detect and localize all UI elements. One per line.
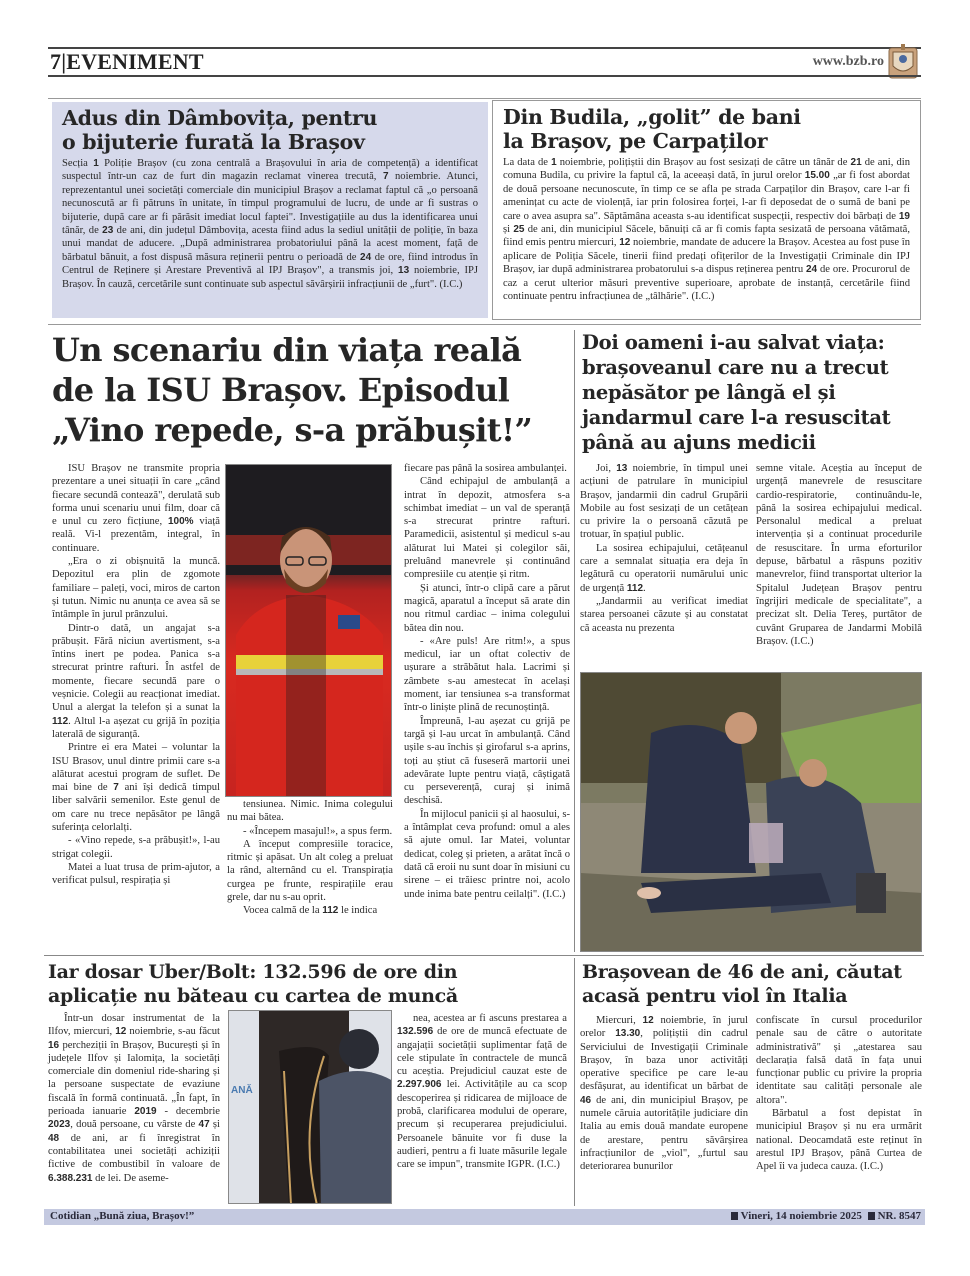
jandarm-scene-illustration [581, 673, 922, 952]
article-jewel-body: Secția 1 Poliție Brașov (cu zona centrală a Brașovului în aria de competență) a identificat suspectul într-un caz de furt din magazin reclamat vinerea trecută, 7 noiembrie. Atunci, reprezentantul unei societăți comerciale din municipiul Brașov a reclamat faptul că „o persoană necunoscută ar fi pătruns în unitate, în timpul programului de lucru, de unde ar fi sustras o bijuterie, după care ar fi părăsit imediat locul faptei". Investigațiile au dus la identificarea unui tânăr, de 23 de ani, din județul Dâmbovița, acesta fiind adus la sediul unității de poliție, în baza unui mandat de aducere. „După administrarea probatoriului până la acest moment, față de bărbatul bănuit, a fost dispusă măsura reținerii pentru o perioadă de 24 de ore, fiind introdus în Centrul de Reținere și Arestare Preventivă al IPJ Brașov", a transmis joi, 13 noiembrie, IPJ Brașov. În cauză, cercetările sunt continuate sub aspectul săvârșirii infracțiunii de „furt". (I.C.) [62, 158, 479, 290]
footer-issue: NR. 8547 [877, 1210, 921, 1222]
emphasis-number: 100% [167, 516, 194, 528]
article-italia-col2 [756, 1014, 922, 1174]
paragraph: Vocea calmă de la 112 le indica [243, 905, 378, 917]
emphasis-number: 12 [115, 1026, 127, 1038]
paragraph: A început compresiile toracice, ritmic și apăsat. Un alt coleg a preluat la rând, alternând cu el. Transpirația curgea pe frunte, respirațiile erau grele, dar nu s-au oprit. [227, 838, 393, 904]
article-jandarm-photo [580, 672, 922, 952]
article-uber-col2 [397, 1012, 567, 1172]
divider-vertical-bottom [574, 958, 575, 1206]
footer-paper-name: Cotidian „Bună ziua, Brașov!” [50, 1210, 195, 1222]
emphasis-number: 47 [198, 1119, 210, 1131]
emphasis-number: 19 [898, 210, 910, 222]
paragraph: confiscate în cursul procedurilor penale sau de către o autoritate administrativă" și „atestarea sau declarația falsă dată în fața unui funcționar public cu privire la propria identitate sau calități personale ale altora". [756, 1015, 922, 1106]
emphasis-number: 24 [360, 251, 372, 263]
emphasis-number: 24 [805, 264, 818, 276]
article-uber-title: Iar dosar Uber/Bolt: 132.596 de ore din aplicație nu băteau cu cartea de muncă [48, 961, 458, 1007]
paragraph: Când echipajul de ambulanță a intrat în depozit, atmosfera s-a schimbat imediat – un val de speranță s-a strecurat printre rafturi. Paramedicii, asistentul și medicul s-au alăturat lui Matei și colegilor săi, preluând manevrele și continuând compresiile cu atenție și ritm. [404, 476, 570, 581]
emphasis-number: 112 [322, 905, 339, 917]
paragraph: nea, acestea ar fi ascuns prestarea a 132.596 de ore de muncă efectuate de angajații societății suplimentar față de cele stipulate în contractele de muncă cu aceștia. Prejudiciul cauzat este de 2.297.906 lei. Activitățile au ca scop descoperirea și ridicarea de mijloace de probă, clarificarea modului de operare, precum și recuperarea prejudiciului. Persoanele bănuite vor fi duse la audieri, pentru a fi luate măsurile legale care se impun", transmite IGPR. (I.C.) [397, 1013, 567, 1171]
footer-date-issue [728, 1210, 921, 1222]
article-italia-col1 [580, 1014, 748, 1174]
article-budila-box [492, 100, 921, 320]
article-budila-title: Din Budila, „golit” de bani la Brașov, pe Carpaților [503, 105, 801, 153]
article-uber-col1 [48, 1012, 220, 1185]
emphasis-number: 46 [580, 1094, 592, 1106]
paragraph: „Jandarmii au verificat imediat starea persoanei căzute și au constatat că aceasta nu prezenta [580, 595, 748, 634]
paragraph: Miercuri, 12 noiembrie, în jurul orelor 13.30, polițiștii din cadrul Serviciului de Investigații Criminale Brașov, în baza unor activități operative specifice pe care le-au desfășurat, au identificat un bărbat de 46 de ani, din municipiul Brașov, pe numele căruia autoritățile judiciare din Italia au emis două mandate europene de arestare, pentru săvârșirea infracțiunilor de „viol", „furtul sau deteriorarea bunurilor [580, 1015, 748, 1173]
paragraph: „Era o zi obișnuită la muncă. Depozitul era plin de zgomote familiare – paleți, voci, miros de carton și tutun. Nimic nu anunța ce avea să se întâmple în jurul prânzului. [52, 556, 220, 621]
emphasis-number: 21 [850, 157, 862, 168]
emphasis-number: 15.00 [804, 170, 830, 182]
emphasis-number: 1 [551, 157, 557, 168]
article-isu-col2 [227, 798, 393, 918]
article-isu-title: Un scenariu din viața reală de la ISU Brașov. Episodul „Vino repede, s-a prăbușit!” [52, 331, 533, 449]
square-bullet-icon [868, 1212, 875, 1220]
emphasis-number: 13 [616, 463, 628, 474]
article-jewel-title: Adus din Dâmbovița, pentru o bijuterie furată la Brașov [62, 106, 378, 154]
paragraph: - «Începem masajul!», a spus ferm. [243, 825, 393, 837]
divider-bottom-articles [44, 955, 924, 956]
footer-date: Vineri, 14 noiembrie 2025 [740, 1210, 862, 1222]
emphasis-number: 13.30 [615, 1028, 641, 1040]
emphasis-number: 16 [48, 1039, 60, 1051]
paragraph: Printre ei era Matei – voluntar la ISU Brasov, unul dintre primii care s-a alăturat acestui program de suflet. De mai bine de 7 ani își dedică timpul liber salvării semenilor. Este genul de om care nu trece nepăsător pe lângă suferința celorlalți. [52, 742, 220, 834]
svg-text:ANĂ: ANĂ [231, 1085, 253, 1096]
emphasis-number: 2023 [48, 1119, 71, 1131]
divider-top-articles [48, 324, 921, 325]
paragraph: Joi, 13 noiembrie, în timpul unei acțiuni de patrulare în municipiul Brașov, jandarmii din cadrul Grupării Mobile au fost sesizați de un cetățean cu privire la o persoană căzută pe trotuar, în spațiul public. [580, 463, 748, 541]
emphasis-number: 2.297.906 [397, 1079, 442, 1091]
emphasis-number: 2019 [134, 1106, 157, 1118]
isu-portrait-illustration [226, 465, 392, 797]
divider-vertical-mid [574, 330, 575, 952]
emphasis-number: 1 [93, 158, 99, 169]
emphasis-number: 7 [113, 782, 119, 794]
site-url[interactable]: www.bzb.ro [812, 54, 884, 69]
article-jandarm-col1 [580, 462, 748, 635]
article-isu-col3 [404, 462, 570, 901]
emphasis-number: 112 [626, 582, 644, 594]
emphasis-number: 132.596 [397, 1026, 434, 1038]
article-jandarm-title: Doi oameni i-au salvat viața: brașoveanul care nu a trecut nepăsător pe lângă el și jandarmul care l-a resuscitat până au ajuns medicii [582, 331, 891, 454]
emphasis-number: 12 [619, 237, 631, 249]
paragraph: fiecare pas până la sosirea ambulanței. [404, 463, 567, 474]
paragraph: tensiunea. Nimic. Inima colegului nu mai bătea. [227, 799, 393, 824]
door-search-illustration [229, 1011, 392, 1204]
square-bullet-icon [731, 1212, 738, 1220]
article-isu-photo [225, 464, 392, 797]
header-rule-bottom [48, 75, 921, 77]
paragraph: În mijlocul panicii și al haosului, s-a întâmplat ceva profund: omul a ales să ajute omul. Iar Matei, voluntar dedicat, coleg și prieten, a arătat încă o dată că eroii nu sunt doar în misiuni cu sirene – ei trăiesc printre noi, acolo unde inima bate pentru ceilalți". (I.C.) [404, 808, 570, 900]
emphasis-number: 48 [48, 1132, 60, 1144]
emphasis-number: 13 [398, 265, 410, 277]
emphasis-number: 25 [513, 224, 525, 236]
footer-band [44, 1209, 925, 1225]
paragraph: Într-un dosar instrumentat de la Ilfov, miercuri, 12 noiembrie, s-au făcut 16 percheziții în Brașov, București și în județele Ilfov și Ialomița, la societăți comerciale din domeniul ride-sharing și la persoane suspectate de evaziune fiscală în formă continuată. „În fapt, în perioada ianuarie 2019 - decembrie 2023, două persoane, cu vârste de 47 și 48 de ani, ar fi înregistrat în contabilitatea unei societăți achiziții fictive de combustibil în valoare de 6.388.231 de lei. De aseme- [48, 1013, 220, 1184]
article-budila-body: La data de 1 noiembrie, polițiștii din Brașov au fost sesizați de către un tânăr de 21 de ani, din comuna Budila, cu privire la faptul că, la aceeași dată, în jurul orelor 15.00 „ar fi fost abordat de două persoane necunoscute, în timp ce se afla pe strada Carpaților din Brașov, care l-ar fi amenințat cu acte de violență, iar prin folosirea forței, l-ar fi deposedat de o sumă de bani pe care o avea asupra sa". Săptămâna aceasta s-au identificat suspecții, respectiv doi bărbați de 19 și 25 de ani, din municipiul Săcele, bănuiți că ar fi comis fapta sesizată de persoana vătămată, fiind emis pentru miercuri, 12 noiembrie, mandate de aducere la Brașov. Acestea au fost puse în aplicare de Poliția Săcele, tinerii fiind predați ofițerilor de la Investigații Criminale din IPJ Brașov, iar după administrarea probatorului s-a dispus reținerea pentru 24 de ore. Procurorul de caz a cerut ulterior măsuri preventive superioare, aprobate de instanță, cercetările fiind continuate pentru infracțiunea de „tâlhărie". (I.C.) [503, 157, 911, 303]
emphasis-number: 6.388.231 [48, 1172, 93, 1184]
paragraph: semne vitale. Aceștia au început de urgență manevrele de resuscitare cardio-respiratorie, continuându-le, până la sosirea echipajului medical. Personalul medical a preluat intervenția și a continuat procedurile de resuscitare. În urma eforturilor depuse, bărbatul a răspuns pozitiv manevrelor, fiind transportat ulterior la Spitalul Județean Brașov pentru îngrijiri medicale de specialitate", a precizat slt. Delia Tereș, purtător de cuvânt Gruparea de Jandarmi Mobilă Brașov. (I.C.) [756, 463, 922, 647]
paragraph: Dintr-o dată, un angajat s-a prăbușit. Fără niciun avertisment, s-a întins inert pe podea. Panica s-a strecurat printre rafturi. În astfel de momente, fiecare secundă pare o veșnicie. Colegii au reacționat imediat. Unul a alergat la telefon și a sunat la 112. Altul l-a așezat cu grijă în poziția laterală de siguranță. [52, 622, 220, 740]
article-jewel-box [52, 102, 488, 318]
emphasis-number: 23 [102, 225, 114, 237]
paragraph: ISU Brașov ne transmite propria prezentare a unei situații în care „când fiecare secundă contează", derulată sub forma unui scenariu unui film, doar că e unul cu zero ficțiune, 100% viață reală. Vi-l prezentăm, integral, în continuare. [52, 463, 220, 554]
article-isu-col1 [52, 462, 220, 888]
paragraph: - «Vino repede, s-a prăbușit!», l-au strigat colegii. [52, 835, 220, 860]
paragraph: Bărbatul a fost depistat în municipiul Brașov și nu era urmărit national. Deocamdată este reținut în arestul IPJ Brașov, până Curtea de Apel îi va judeca cauza. (I.C.) [756, 1108, 922, 1173]
emphasis-number: 7 [382, 171, 389, 183]
emphasis-number: 12 [642, 1015, 654, 1026]
article-jandarm-col2 [756, 462, 922, 648]
paragraph: Împreună, l-au așezat cu grijă pe targă și l-au urcat în ambulanță. Când ușile s-au închis și girofarul s-a aprins, toți au știut că fuseseră martorii unei adevărate lupte pentru viață, câștigată cu perseverență, curaj și inimă deschisă. [404, 715, 570, 807]
paragraph: La sosirea echipajului, cetățeanul care a semnalat situația era deja în legătură cu operatorii numărului unic de urgență 112. [580, 542, 748, 594]
paragraph: - «Are puls! Are ritm!», a spus medicul, iar un oftat colectiv de ușurare a străbătut hala. Lacrimi și zâmbete s-au amestecat în același moment, iar tensiunea s-a transformat într-o liniște plină de recunoștință. [404, 635, 570, 714]
paragraph: Matei a luat trusa de prim-ajutor, a verificat pulsul, respirația și [52, 861, 220, 887]
emphasis-number: 112 [52, 715, 69, 727]
section-title: 7|EVENIMENT [50, 49, 204, 74]
article-italia-title: Brașovean de 46 de ani, căutat acasă pentru viol în Italia [582, 961, 902, 1007]
paragraph: Și atunci, într-o clipă care a părut magică, aparatul a început să arate din nou ritmul cardiac – inima colegului bătea din nou. [404, 582, 570, 634]
header-rule-thin [48, 98, 921, 99]
article-uber-photo [228, 1010, 392, 1204]
